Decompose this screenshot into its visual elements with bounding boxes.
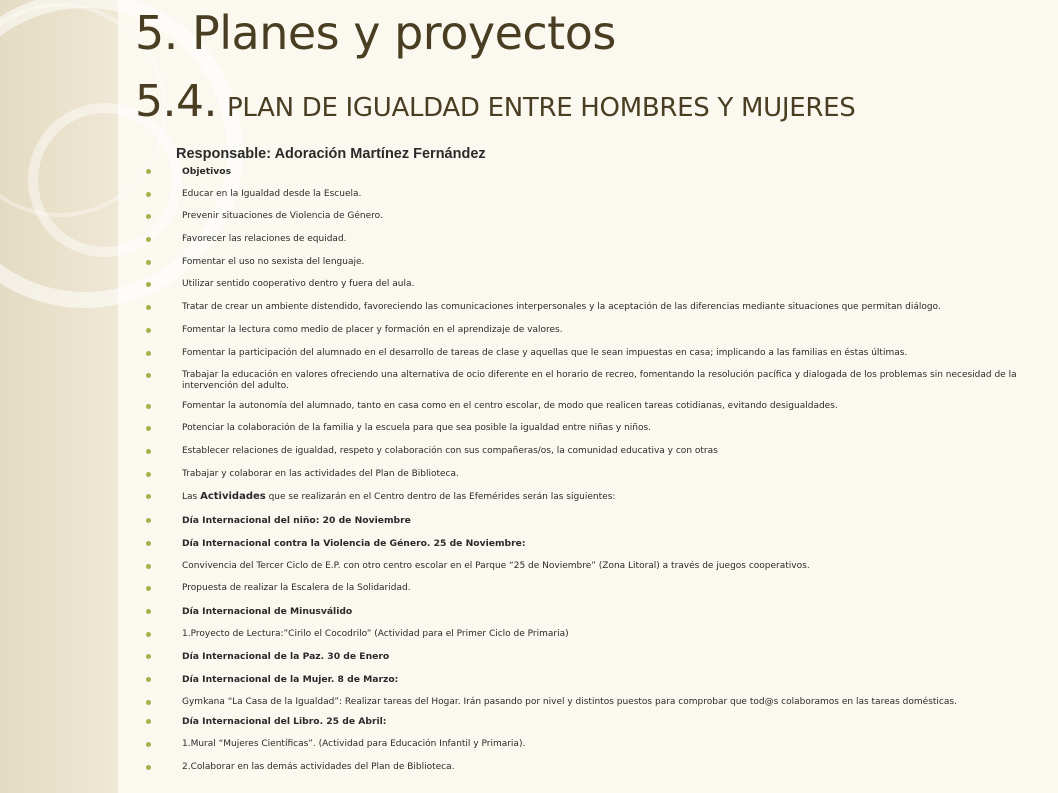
bullet-icon xyxy=(146,609,151,614)
bullet-icon xyxy=(146,564,151,569)
list-item xyxy=(146,166,1046,177)
bullet-list xyxy=(146,166,1046,784)
item-text: Día Internacional del niño: 20 de Noviembre xyxy=(182,515,411,527)
item-text: Día Internacional contra la Violencia de Género. 25 de Noviembre: xyxy=(182,537,526,549)
responsable-line: Responsable: Adoración Martínez Fernández xyxy=(176,146,486,162)
item-text: Tratar de crear un ambiente distendido, favoreciendo las comunicaciones interpersonales y la aceptación de las diferencias mediante situaciones que permitan diálogo. xyxy=(182,302,941,313)
item-text: Trabajar y colaborar en las actividades del Plan de Biblioteca. xyxy=(182,468,459,479)
item-text: Potenciar la colaboración de la familia y la escuela para que sea posible la igualdad entre niñas y niños. xyxy=(182,423,652,434)
bullet-icon xyxy=(146,282,151,287)
item-text: Convivencia del Tercer Ciclo de E.P. con otro centro escolar en el Parque “25 de Noviembre” (Zona Litoral) a través de juegos cooperativos. xyxy=(182,560,810,571)
bullet-icon xyxy=(146,351,151,356)
list-item xyxy=(146,401,1046,412)
subtitle-text: PLAN DE IGUALDAD ENTRE HOMBRES Y MUJERES xyxy=(226,93,856,123)
item-text: Fomentar la participación del alumnado en el desarrollo de tareas de clase y aquellas que le sean impuestas en casa; implicando a las familias en éstas últimas. xyxy=(182,347,908,358)
list-item xyxy=(146,423,1046,434)
bullet-icon xyxy=(146,742,151,747)
list-item xyxy=(146,491,1046,503)
bullet-icon xyxy=(146,328,151,333)
list-item xyxy=(146,674,1046,685)
bullet-icon xyxy=(146,677,151,682)
list-item xyxy=(146,739,1046,750)
list-item xyxy=(146,446,1046,457)
list-item xyxy=(146,583,1046,594)
bullet-icon xyxy=(146,700,151,705)
bullet-icon xyxy=(146,632,151,637)
list-item xyxy=(146,469,1046,480)
item-text: Establecer relaciones de igualdad, respeto y colaboración con sus compañeras/os, la comunidad educativa y con otras xyxy=(182,446,718,457)
item-text: Utilizar sentido cooperativo dentro y fuera del aula. xyxy=(182,279,415,290)
item-text: Prevenir situaciones de Violencia de Género. xyxy=(182,211,383,222)
bullet-icon xyxy=(146,404,151,409)
item-text: Fomentar la autonomía del alumnado, tanto en casa como en el centro escolar, de modo que realicen tareas cotidianas, evitando desigualdades. xyxy=(182,400,838,411)
bullet-icon xyxy=(146,237,151,242)
slide-subtitle xyxy=(135,76,855,127)
item-text: 1.Proyecto de Lectura:”Cirilo el Cocodrilo” (Actividad para el Primer Ciclo de Primaria) xyxy=(182,628,569,639)
item-text: Objetivos xyxy=(182,166,232,177)
subtitle-number: 5.4. xyxy=(135,76,217,127)
bullet-icon xyxy=(146,214,151,219)
list-item xyxy=(146,762,1046,773)
item-text: 1.Mural “Mujeres Científicas”. (Actividad para Educación Infantil y Primaria). xyxy=(182,738,526,749)
bullet-icon xyxy=(146,426,151,431)
list-item xyxy=(146,629,1046,640)
bullet-icon xyxy=(146,765,151,770)
item-text: Fomentar el uso no sexista del lenguaje. xyxy=(182,256,365,267)
list-item xyxy=(146,697,1046,708)
bullet-icon xyxy=(146,305,151,310)
item-text: Favorecer las relaciones de equidad. xyxy=(182,234,347,245)
list-item xyxy=(146,370,1046,392)
list-item xyxy=(146,189,1046,200)
bullet-icon xyxy=(146,586,151,591)
list-item xyxy=(146,606,1046,617)
item-text: Fomentar la lectura como medio de placer y formación en el aprendizaje de valores. xyxy=(182,324,563,335)
item-text: Trabajar la educación en valores ofreciendo una alternativa de ocio diferente en el horario de recreo, fomentando la resolución pacífica y dialogada de los problemas sin necesidad de la intervención del adulto. xyxy=(182,370,1017,392)
list-item xyxy=(146,716,1046,727)
item-text: 2.Colaborar en las demás actividades del Plan de Biblioteca. xyxy=(182,761,455,772)
item-text: Día Internacional del Libro. 25 de Abril: xyxy=(182,716,387,728)
bullet-icon xyxy=(146,541,151,546)
bullet-icon xyxy=(146,449,151,454)
list-item xyxy=(146,538,1046,549)
list-item xyxy=(146,279,1046,290)
slide-title: 5. Planes y proyectos xyxy=(135,6,616,60)
item-text: Propuesta de realizar la Escalera de la Solidaridad. xyxy=(182,583,411,594)
list-item xyxy=(146,348,1046,359)
bullet-icon xyxy=(146,654,151,659)
list-item xyxy=(146,302,1046,313)
list-item xyxy=(146,211,1046,222)
list-item xyxy=(146,257,1046,268)
bullet-icon xyxy=(146,494,151,499)
bullet-icon xyxy=(146,260,151,265)
bullet-icon xyxy=(146,472,151,477)
bullet-icon xyxy=(146,518,151,523)
item-text: Día Internacional de Minusválido xyxy=(182,605,353,617)
list-item xyxy=(146,325,1046,336)
item-text-strong: Actividades xyxy=(200,491,266,503)
bullet-icon xyxy=(146,169,151,174)
item-text: Día Internacional de la Mujer. 8 de Marzo: xyxy=(182,673,399,685)
bullet-icon xyxy=(146,719,151,724)
bullet-icon xyxy=(146,192,151,197)
list-item xyxy=(146,234,1046,245)
bullet-icon xyxy=(146,373,151,378)
item-text: Gymkana “La Casa de la Igualdad”: Realizar tareas del Hogar. Irán pasando por nivel y distintos puestos para comprobar que tod@s colaboramos en las tareas domésticas. xyxy=(182,696,957,707)
item-text: Educar en la Igualdad desde la Escuela. xyxy=(182,188,362,199)
list-item xyxy=(146,651,1046,662)
item-text: Día Internacional de la Paz. 30 de Enero xyxy=(182,651,390,663)
list-item xyxy=(146,561,1046,572)
item-text: Las xyxy=(182,492,201,503)
item-text: que se realizarán en el Centro dentro de las Efemérides serán las siguientes: xyxy=(265,492,616,503)
list-item xyxy=(146,515,1046,526)
